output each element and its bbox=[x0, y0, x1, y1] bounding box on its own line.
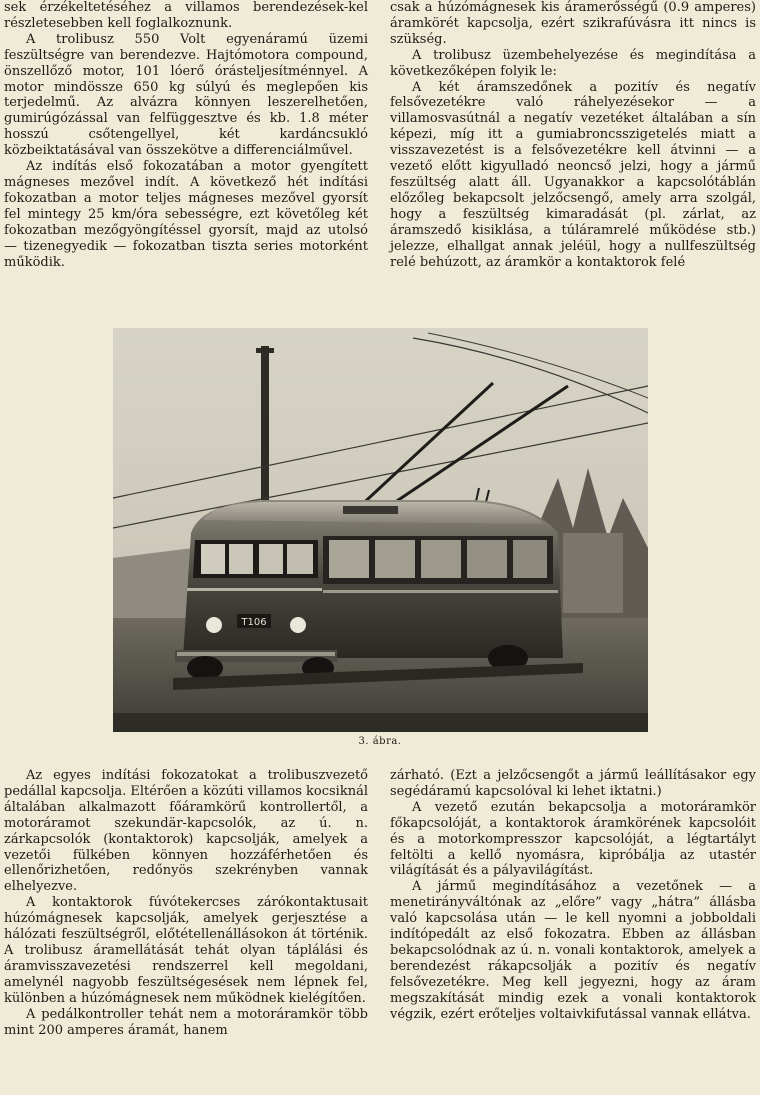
trolleybus-photo bbox=[113, 328, 648, 732]
text-column-bottom-left bbox=[4, 768, 368, 1038]
paragraph: A két áramszedőnek a pozitív és negatív felsővezetékre való ráhelyezésekor — a villamosvasútnál a negatív vezetéket általában a sín képezi, míg itt a gumiabroncsszigetelés miatt a visszavezetést is a felsővezetékre kell átvinni — a vezető előtt kigyulladó neoncső jelzi, hogy a jármű feszültség alatt áll. Ugyanakkor a kapcsolótáblán előzőleg bekapcsolt jelzőcsengő, amely arra szolgál, hogy a feszültség kimaradását (pl. zárlat, az áramszedő kisiklása, a túláramrelé működése stb.) jelezze, elhallgat annak jeléül, hogy a nullfeszültség relé behúzott, az áramkör a kontaktorok felé bbox=[390, 79, 756, 270]
paragraph: Az egyes indítási fokozatokat a trolibuszvezető pedállal kapcsolja. Eltérően a közúti villamos kocsiknál általában alkalmazott főáramkörű kontrollertől, a motoráramot szekundär-kapcsolók, az ú. n. zárkapcsolók (kontaktorok) kapcsolják, amelyek a vezetői fülkében könnyen hozzáférhetően és ellenőrizhetően, redőnyös szekrényben vannak elhelyezve. bbox=[4, 768, 368, 895]
paragraph: A kontaktorok fúvótekercses zárókontaktusait húzómágnesek kapcsolják, amelyek gerjesztése a hálózati feszültségről, előtétellenállásokon át történik. A trolibusz áramellátását tehát olyan táplálási és áramvisszavezetési rendszerrel kell megoldani, amelynél nagyobb feszültségesések nem lépnek fel, különben a húzómágnesek nem működnek kielégítően. bbox=[4, 895, 368, 1006]
paragraph: A vezető ezután bekapcsolja a motoráramkör főkapcsolóját, a kontaktorok áramkörének kapcsolóit és a motorkompresszor kapcsolóját, a légtartályt feltölti a kellő nyomásra, kipróbálja az utastér világítását és a pályavilágítást. bbox=[390, 799, 756, 879]
paragraph: A jármű megindításához a vezetőnek — a menetirányváltónak az „előre” vagy „hátra” állásba való kapcsolása után — le kell nyomni a jobboldali indítópedált az első fokozatra. Ebben az állásban bekapcsolódnak az ú. n. vonali kontaktorok, amelyek a berendezést rákapcsolják a pozitív és negatív felsővezetékre. Meg kell jegyezni, hogy az áram megszakítását mindig ezek a vonali kontaktorok végzik, ezért erőteljes voltaivkifutással vannak ellátva. bbox=[390, 879, 756, 1022]
figure-caption: 3. ábra. bbox=[358, 736, 402, 747]
paragraph: csak a húzómágnesek kis áramerősségű (0.9 amperes) áramkörét kapcsolja, ezért szikrafúvásra itt nincs is szükség. bbox=[390, 0, 756, 47]
paragraph: A trolibusz üzembehelyezése és megindítása a következőképen folyik le: bbox=[390, 47, 756, 79]
paragraph: sek érzékeltetéséhez a villamos berendezések-kel részletesebben kell foglalkoznunk. bbox=[4, 0, 368, 31]
vehicle-number: T106 bbox=[241, 617, 267, 628]
text-column-top-right bbox=[390, 0, 756, 270]
paragraph: A trolibusz 550 Volt egyenáramú üzemi feszültségre van berendezve. Hajtómotora compound, önszellőző motor, 101 lóerő órásteljesítménnyel. A motor mindössze 650 kg súlyú és meglepően kis terjedelmű. Az alvázra könnyen leszerelhetően, gumirúgózással van felfüggesztve és kb. 1.8 méter hosszú csőtengellyel, két kardáncsukló közbeiktatásával van összekötve a differenciálművel. bbox=[4, 31, 368, 159]
paragraph: zárható. (Ezt a jelzőcsengőt a jármű leállításakor egy segédáramú kapcsolóval ki lehet iktatni.) bbox=[390, 768, 756, 799]
text-column-bottom-right bbox=[390, 768, 756, 1023]
paragraph: Az indítás első fokozatában a motor gyengített mágneses mezővel indít. A következő hét indítási fokozatban a motor teljes mágneses mezővel gyorsít fel mintegy 25 km/óra sebességre, ezt követőleg két fokozatban mezőgyöngítéssel gyorsít, majd az utolsó — tizenegyedik — fokozatban tiszta series motorként működik. bbox=[4, 159, 368, 270]
paragraph: A pedálkontroller tehát nem a motoráramkör több mint 200 amperes áramát, hanem bbox=[4, 1006, 368, 1038]
text-column-top-left bbox=[4, 0, 368, 270]
